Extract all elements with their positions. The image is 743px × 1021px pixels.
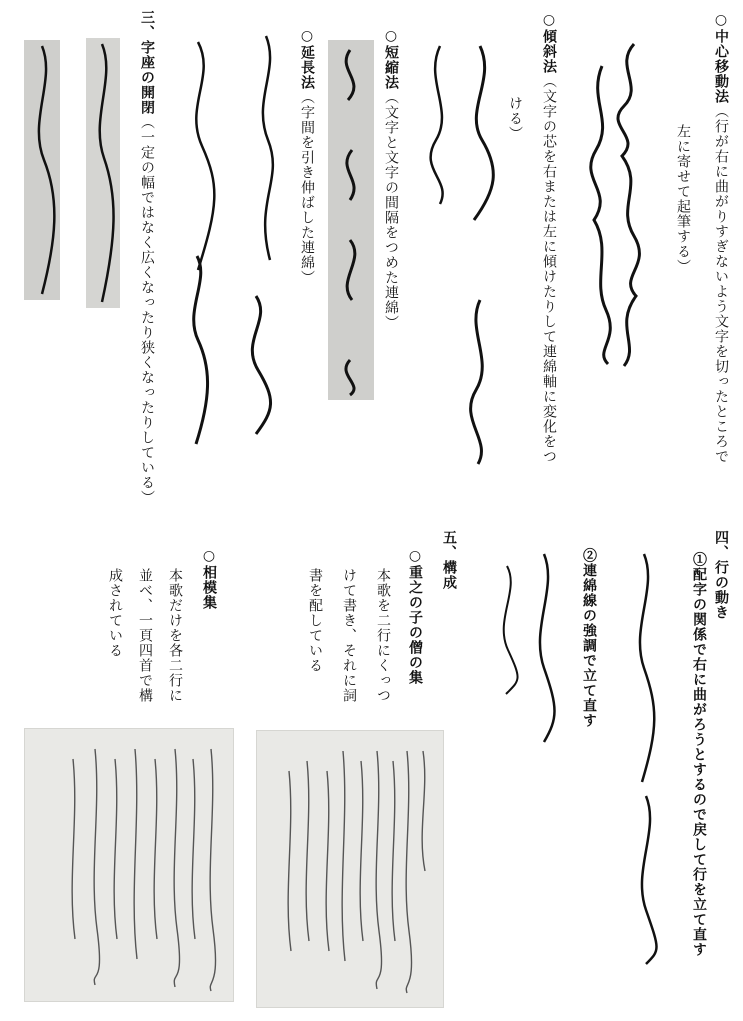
sagami-body-2: 並べ、一頁四首で構 xyxy=(137,568,153,703)
composition-heading: 五、構成 xyxy=(441,530,457,590)
calligraphy-shorten xyxy=(328,40,374,400)
calligraphy-extend-1 xyxy=(244,30,288,270)
movement-item-2: ②連綿線の強調で立て直す xyxy=(581,548,597,728)
movement-item-1: ①配字の関係で右に曲がろうとするので戻して行を立て直す xyxy=(691,552,707,957)
center-shift-heading: ○中心移動法（行が右に曲がりすぎないよう文字を切ったところで xyxy=(713,12,729,464)
calligraphy-open-close-2 xyxy=(180,250,214,450)
calligraphy-open-close-1 xyxy=(178,36,224,276)
extend-heading: ○延長法（字間を引き伸ばした連綿） xyxy=(299,28,315,285)
calligraphy-movement-1 xyxy=(622,548,666,788)
calligraphy-tilt-1 xyxy=(460,40,500,470)
calligraphy-movement-2 xyxy=(626,790,666,970)
calligraphy-movement-3 xyxy=(522,548,566,748)
composition-item-heading: ○重之の子の僧の集 xyxy=(407,548,423,685)
manuscript-sagami-image xyxy=(24,728,234,1002)
calligraphy-tilt-2 xyxy=(420,40,460,210)
calligraphy-movement-4 xyxy=(490,560,524,700)
sagami-body-1: 本歌だけを各二行に xyxy=(167,568,183,703)
calligraphy-extend-2 xyxy=(232,290,282,440)
tilt-heading: ○傾斜法（文字の芯を右または左に傾けたりして連綿軸に変化をつ xyxy=(541,12,557,464)
sagami-heading: ○相模集 xyxy=(201,548,217,610)
calligraphy-center-shift-2 xyxy=(584,60,620,370)
calligraphy-sample-b xyxy=(24,40,60,300)
composition-body-1: 本歌を二行にくっつ xyxy=(375,568,391,703)
shorten-heading: ○短縮法（文字と文字の間隔をつめた連綿） xyxy=(383,28,399,330)
composition-body-3: 書を配している xyxy=(307,568,323,673)
movement-heading: 四、行の動き xyxy=(713,530,729,620)
tilt-desc-2: ける） xyxy=(507,96,523,141)
calligraphy-sample-a xyxy=(86,38,120,308)
open-close-heading: 三、字座の開閉（一定の幅ではなく広くなったり狭くなったりしている） xyxy=(139,10,155,505)
composition-body-2: けて書き、それに詞 xyxy=(341,568,357,703)
center-shift-desc-2: 左に寄せて起筆する） xyxy=(675,124,691,274)
sagami-body-3: 成されている xyxy=(107,568,123,658)
manuscript-composition-image xyxy=(256,730,444,1008)
